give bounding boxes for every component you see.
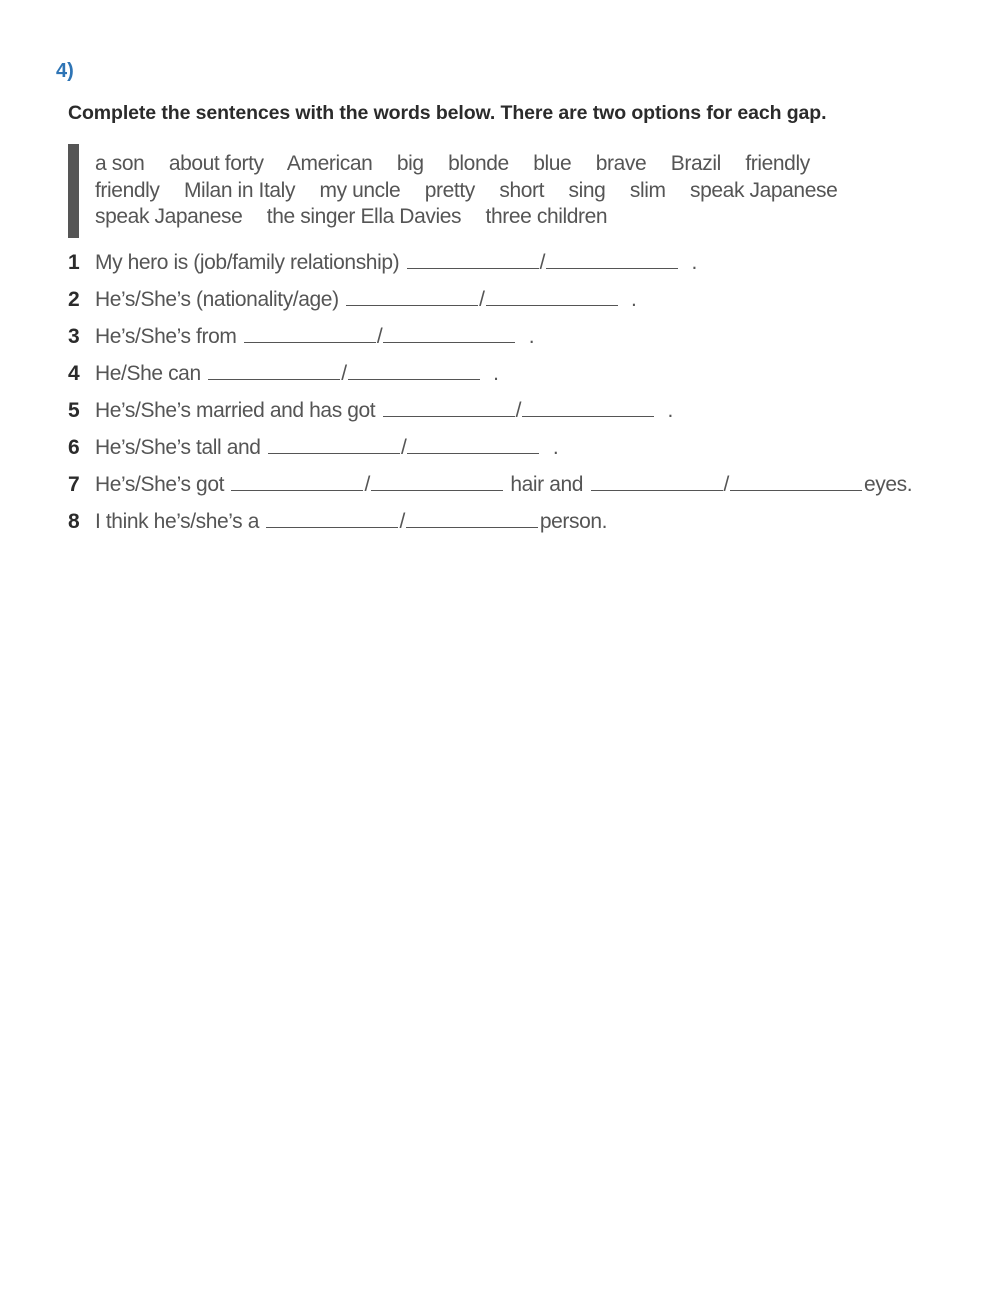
sentence-8	[68, 509, 607, 539]
slash: /	[479, 288, 485, 311]
sentence-number: 1	[68, 251, 80, 274]
word-line-2	[95, 179, 856, 203]
sentence-number: 7	[68, 473, 80, 496]
sentence-end: .	[552, 436, 559, 459]
sentence-number: 2	[68, 288, 80, 311]
sentence-text: He’s/She’s from	[95, 325, 237, 348]
sentence-3	[68, 324, 534, 354]
word-item: blue	[533, 152, 572, 175]
word-line-1	[95, 152, 829, 176]
answer-gap-7d[interactable]	[730, 472, 862, 491]
sentence-text: He’s/She’s married and has got	[95, 399, 376, 422]
word-item: about forty	[168, 152, 264, 175]
answer-gap-7b[interactable]	[371, 472, 503, 491]
answer-gap-3a[interactable]	[244, 324, 376, 343]
slash: /	[341, 362, 347, 385]
answer-gap-2b[interactable]	[486, 287, 618, 306]
sentence-2	[68, 287, 636, 317]
word-item: brave	[595, 152, 647, 175]
slash: /	[364, 473, 370, 496]
sentence-1	[68, 250, 697, 280]
answer-gap-6b[interactable]	[407, 435, 539, 454]
sentence-end: eyes.	[863, 473, 913, 496]
word-item: a son	[95, 152, 145, 175]
word-box	[68, 144, 888, 238]
word-item: speak Japanese	[95, 205, 243, 228]
word-item: big	[396, 152, 424, 175]
slash: /	[401, 436, 407, 459]
answer-gap-5a[interactable]	[383, 398, 515, 417]
sentence-4	[68, 361, 499, 391]
word-box-bar	[68, 144, 79, 238]
word-item: Milan in Italy	[183, 179, 296, 202]
word-item: slim	[629, 179, 666, 202]
slash: /	[539, 251, 546, 274]
sentence-text: He’s/She’s tall and	[95, 436, 261, 459]
sentence-end: .	[667, 399, 673, 422]
sentence-end: .	[493, 362, 499, 385]
sentence-text: I think he’s/she’s a	[95, 510, 259, 533]
answer-gap-7c[interactable]	[591, 472, 723, 491]
sentence-text: He/She can	[95, 362, 201, 385]
sentence-end: person.	[539, 510, 608, 533]
answer-gap-1b[interactable]	[546, 250, 678, 269]
word-item: three children	[485, 205, 608, 228]
sentence-7	[68, 472, 912, 502]
answer-gap-4b[interactable]	[348, 361, 480, 380]
sentence-text: He’s/She’s (nationality/age)	[95, 288, 339, 311]
slash: /	[376, 325, 383, 348]
sentence-text: My hero is (job/family relationship)	[95, 251, 400, 274]
answer-gap-1a[interactable]	[407, 250, 539, 269]
sentence-end: .	[528, 325, 535, 348]
sentence-number: 5	[68, 399, 80, 422]
word-item: the singer Ella Davies	[266, 205, 462, 228]
word-item: my uncle	[319, 179, 401, 202]
sentence-5	[68, 398, 673, 428]
sentence-end: .	[630, 288, 637, 311]
word-item: blonde	[448, 152, 509, 175]
answer-gap-6a[interactable]	[268, 435, 400, 454]
sentence-number: 6	[68, 436, 80, 459]
answer-gap-4a[interactable]	[208, 361, 340, 380]
sentence-number: 8	[68, 510, 80, 533]
sentence-text-middle: hair and	[510, 473, 584, 496]
answer-gap-7a[interactable]	[231, 472, 363, 491]
sentence-number: 4	[68, 362, 80, 385]
slash: /	[723, 473, 729, 496]
word-item: friendly	[745, 152, 810, 175]
sentence-6	[68, 435, 558, 465]
answer-gap-5b[interactable]	[522, 398, 654, 417]
word-item: pretty	[424, 179, 475, 202]
sentence-end: .	[691, 251, 697, 274]
slash: /	[515, 399, 522, 422]
answer-gap-3b[interactable]	[383, 324, 515, 343]
word-item: American	[286, 152, 373, 175]
answer-gap-2a[interactable]	[346, 287, 478, 306]
slash: /	[399, 510, 405, 533]
section-number: 4)	[56, 60, 74, 82]
sentence-text: He’s/She’s got	[95, 473, 225, 496]
word-line-3	[95, 205, 626, 229]
word-item: short	[499, 179, 545, 202]
word-item: sing	[568, 179, 606, 202]
word-item: friendly	[95, 179, 160, 202]
word-item: Brazil	[670, 152, 721, 175]
sentence-number: 3	[68, 325, 80, 348]
answer-gap-8b[interactable]	[406, 509, 538, 528]
word-item: speak Japanese	[690, 179, 838, 202]
answer-gap-8a[interactable]	[266, 509, 398, 528]
instruction-heading: Complete the sentences with the words below. There are two options for each gap.	[68, 102, 827, 124]
